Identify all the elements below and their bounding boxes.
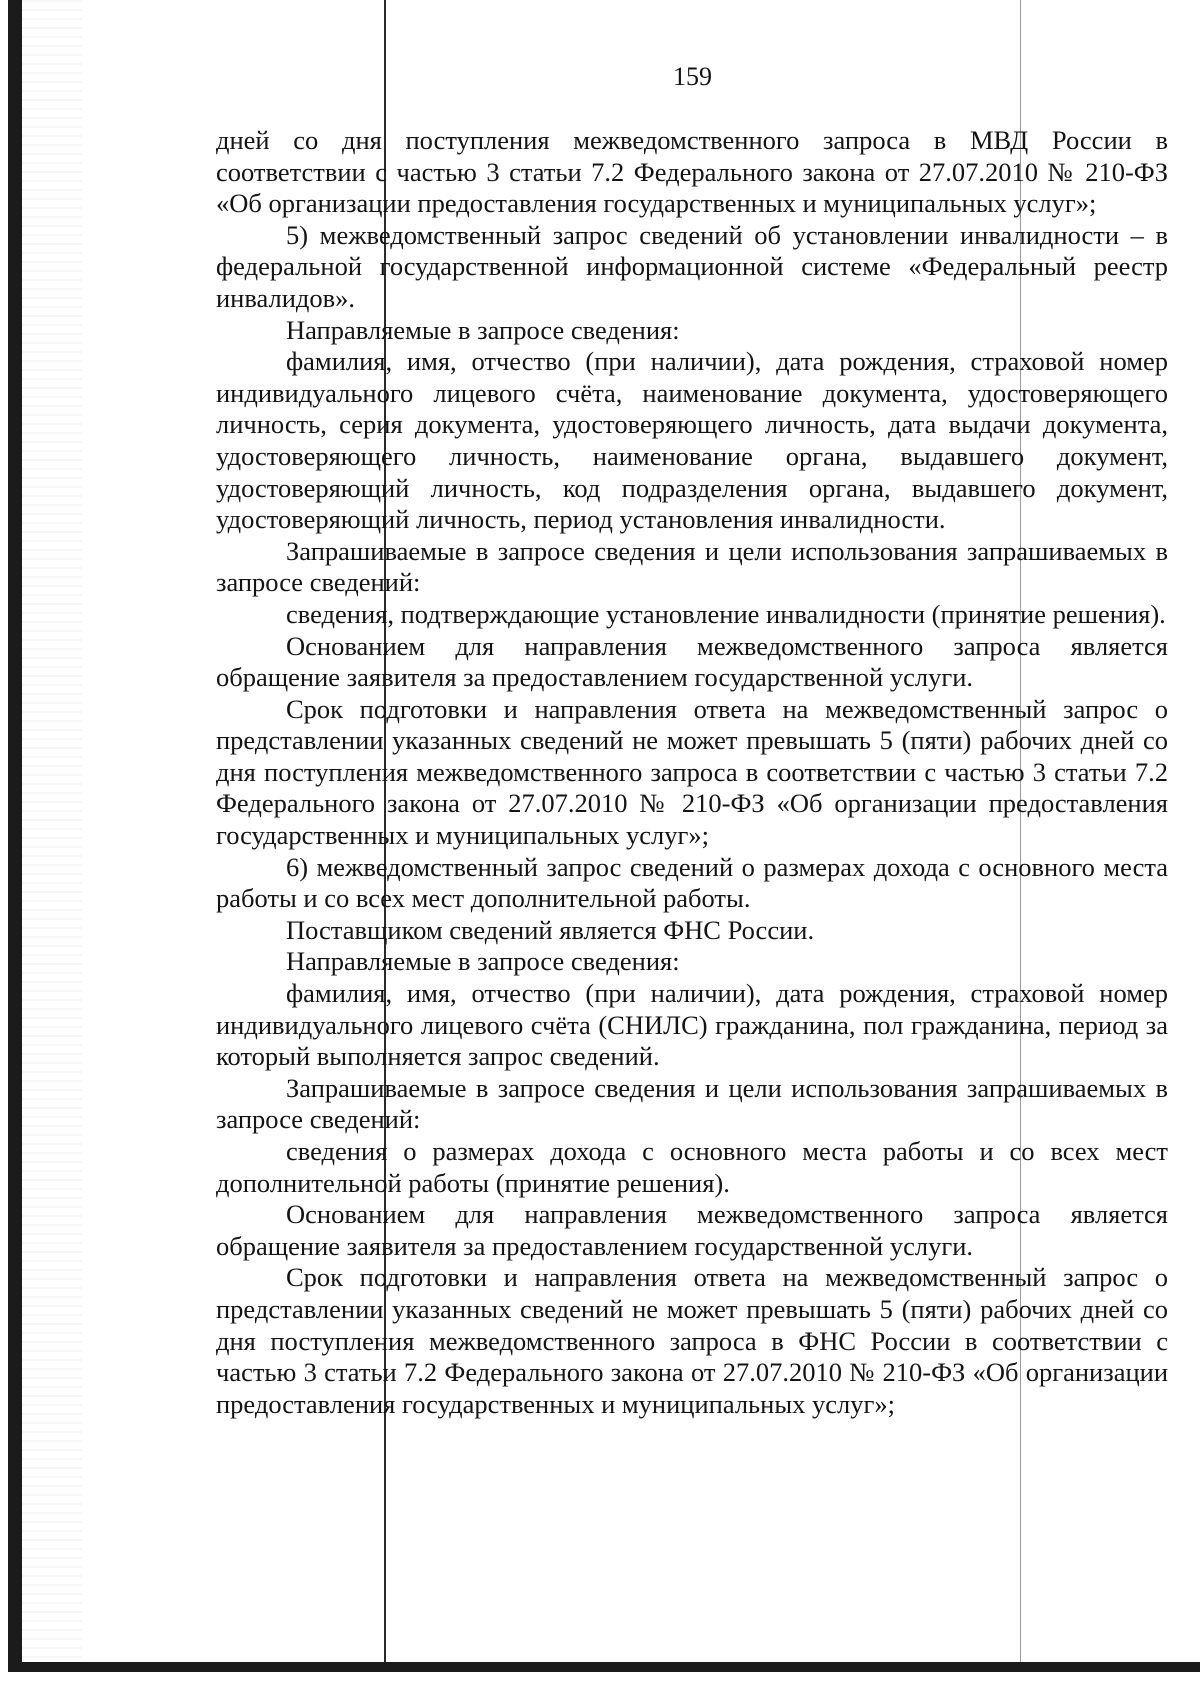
paragraph: 5) межведомственный запрос сведений об установлении инвалидности – в федеральной государственной информационной системе «Федеральный реестр инвалидов». (216, 219, 1168, 313)
paragraph: сведения о размерах дохода с основного места работы и со всех мест дополнительной работы (принятие решения). (216, 1136, 1168, 1198)
paragraph: фамилия, имя, отчество (при наличии), дата рождения, страховой номер индивидуального лицевого счёта, наименование документа, удостоверяющего личность, серия документа, удостоверяющего личность, дата выдачи документа, удостоверяющего личность, наименование органа, выдавшего документ, удостоверяющий личность, код подразделения органа, выдавшего документ, удостоверяющий личность, период установления инвалидности. (216, 346, 1168, 535)
document-body (216, 125, 1168, 1420)
scan-noise (22, 0, 82, 1662)
paragraph: Запрашиваемые в запросе сведения и цели использования запрашиваемых в запросе сведений: (216, 535, 1168, 598)
paragraph: Срок подготовки и направления ответа на межведомственный запрос о представлении указанных сведений не может превышать 5 (пяти) рабочих дней со дня поступления межведомственного запроса в соответствии с частью 3 статьи 7.2 Федерального закона от 27.07.2010 № 210-ФЗ «Об организации предоставления государственных и муниципальных услуг»; (216, 693, 1168, 851)
scan-border-bottom (8, 1662, 1200, 1672)
page-number: 159 (673, 62, 712, 91)
paragraph: дней со дня поступления межведомственного запроса в МВД России в соответствии с частью 3 статьи 7.2 Федерального закона от 27.07.2010 № 210-ФЗ «Об организации предоставления государственных и муниципальных услуг»; (216, 125, 1168, 219)
scan-border-left (8, 0, 22, 1668)
paragraph: Поставщиком сведений является ФНС России. (286, 914, 815, 945)
paragraph: Основанием для направления межведомственного запроса является обращение заявителя за предоставлением государственной услуги. (216, 1199, 1168, 1261)
paragraph: Основанием для направления межведомственного запроса является обращение заявителя за предоставлением государственной услуги. (216, 630, 1168, 693)
paragraph: Направляемые в запросе сведения: (286, 946, 680, 977)
paragraph: Срок подготовки и направления ответа на межведомственный запрос о представлении указанных сведений не может превышать 5 (пяти) рабочих дней со дня поступления межведомственного запроса в ФНС России в соответствии с частью 3 статьи 7.2 Федерального закона от 27.07.2010 № 210-ФЗ «Об организации предоставления государственных и муниципальных услуг»; (216, 1262, 1168, 1419)
paragraph: фамилия, имя, отчество (при наличии), дата рождения, страховой номер индивидуального лицевого счёта (СНИЛС) гражданина, пол гражданина, период за который выполняется запрос сведений. (216, 978, 1168, 1072)
paragraph: Запрашиваемые в запросе сведения и цели использования запрашиваемых в запросе сведений: (216, 1072, 1168, 1135)
paragraph: 6) межведомственный запрос сведений о размерах дохода с основного места работы и со всех мест дополнительной работы. (216, 851, 1168, 914)
paragraph: Направляемые в запросе сведения: (286, 314, 680, 345)
paragraph: сведения, подтверждающие установление инвалидности (принятие решения). (286, 598, 1166, 629)
